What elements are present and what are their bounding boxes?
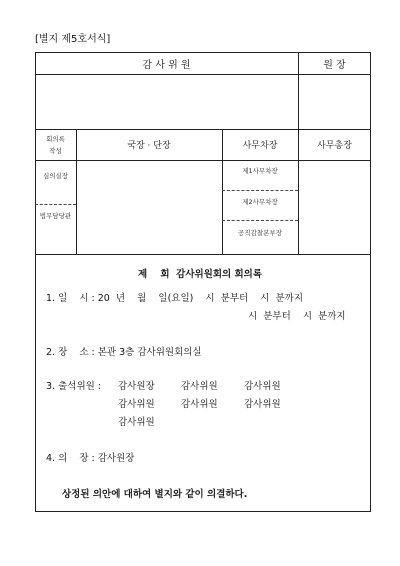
resolution-line: 상정된 의안에 대하여 별지와 같이 의결하다. <box>62 489 248 500</box>
writer-label-line2: 작성 <box>49 146 62 155</box>
left-item-1: 심의실장 <box>42 171 69 180</box>
writer-label-line1: 회의록 <box>46 134 65 143</box>
head-header: 사무총장 <box>317 141 352 151</box>
attendee-2-1: 감사위원 <box>118 399 155 410</box>
director-header: 국장 · 단장 <box>127 141 171 151</box>
date-line-2: 시 분부터 시 분까지 <box>248 311 346 322</box>
attendee-1-1: 감사원장 <box>118 381 155 392</box>
minutes-writer-header <box>35 129 76 160</box>
right-item-1: 제1사무차장 <box>242 166 278 175</box>
right-item-2: 제2사무차장 <box>242 197 278 206</box>
place-line: 2. 장 소 : 본관 3층 감사위원회의실 <box>46 347 202 358</box>
right-item-3: 공직감찰본부장 <box>238 228 282 237</box>
head-sign-box[interactable] <box>299 161 371 254</box>
auditors-signature-box[interactable] <box>35 75 298 129</box>
form-label: [별지 제5호서식] <box>35 34 111 45</box>
auditors-header: 감 사 위 원 <box>142 59 191 71</box>
director-sign-box[interactable] <box>77 161 222 254</box>
attendee-1-2: 감사위원 <box>181 381 218 392</box>
attendee-1-3: 감사위원 <box>244 381 281 392</box>
attendee-3-1: 감사위원 <box>118 417 155 428</box>
chairman-signature-box[interactable] <box>299 75 371 129</box>
date-line-1: 1. 일 시 : 20 년 월 일(요일) 시 분부터 시 분까지 <box>46 293 303 304</box>
attendees-label: 3. 출석위원 : <box>46 381 102 392</box>
left-item-2: 법무담당관 <box>39 211 72 220</box>
chair-line: 4. 의 장 : 감사원장 <box>46 453 135 464</box>
secretary-general-header: 사무차장 <box>242 141 278 151</box>
minutes-title: 제 회 감사위원회의 회의록 <box>137 269 263 280</box>
right-dashed-divider-2 <box>222 220 298 221</box>
approval-bottom-divider <box>35 254 371 255</box>
attendee-2-3: 감사위원 <box>244 399 281 410</box>
chairman-header: 원 장 <box>323 59 346 71</box>
attendee-2-2: 감사위원 <box>181 399 218 410</box>
